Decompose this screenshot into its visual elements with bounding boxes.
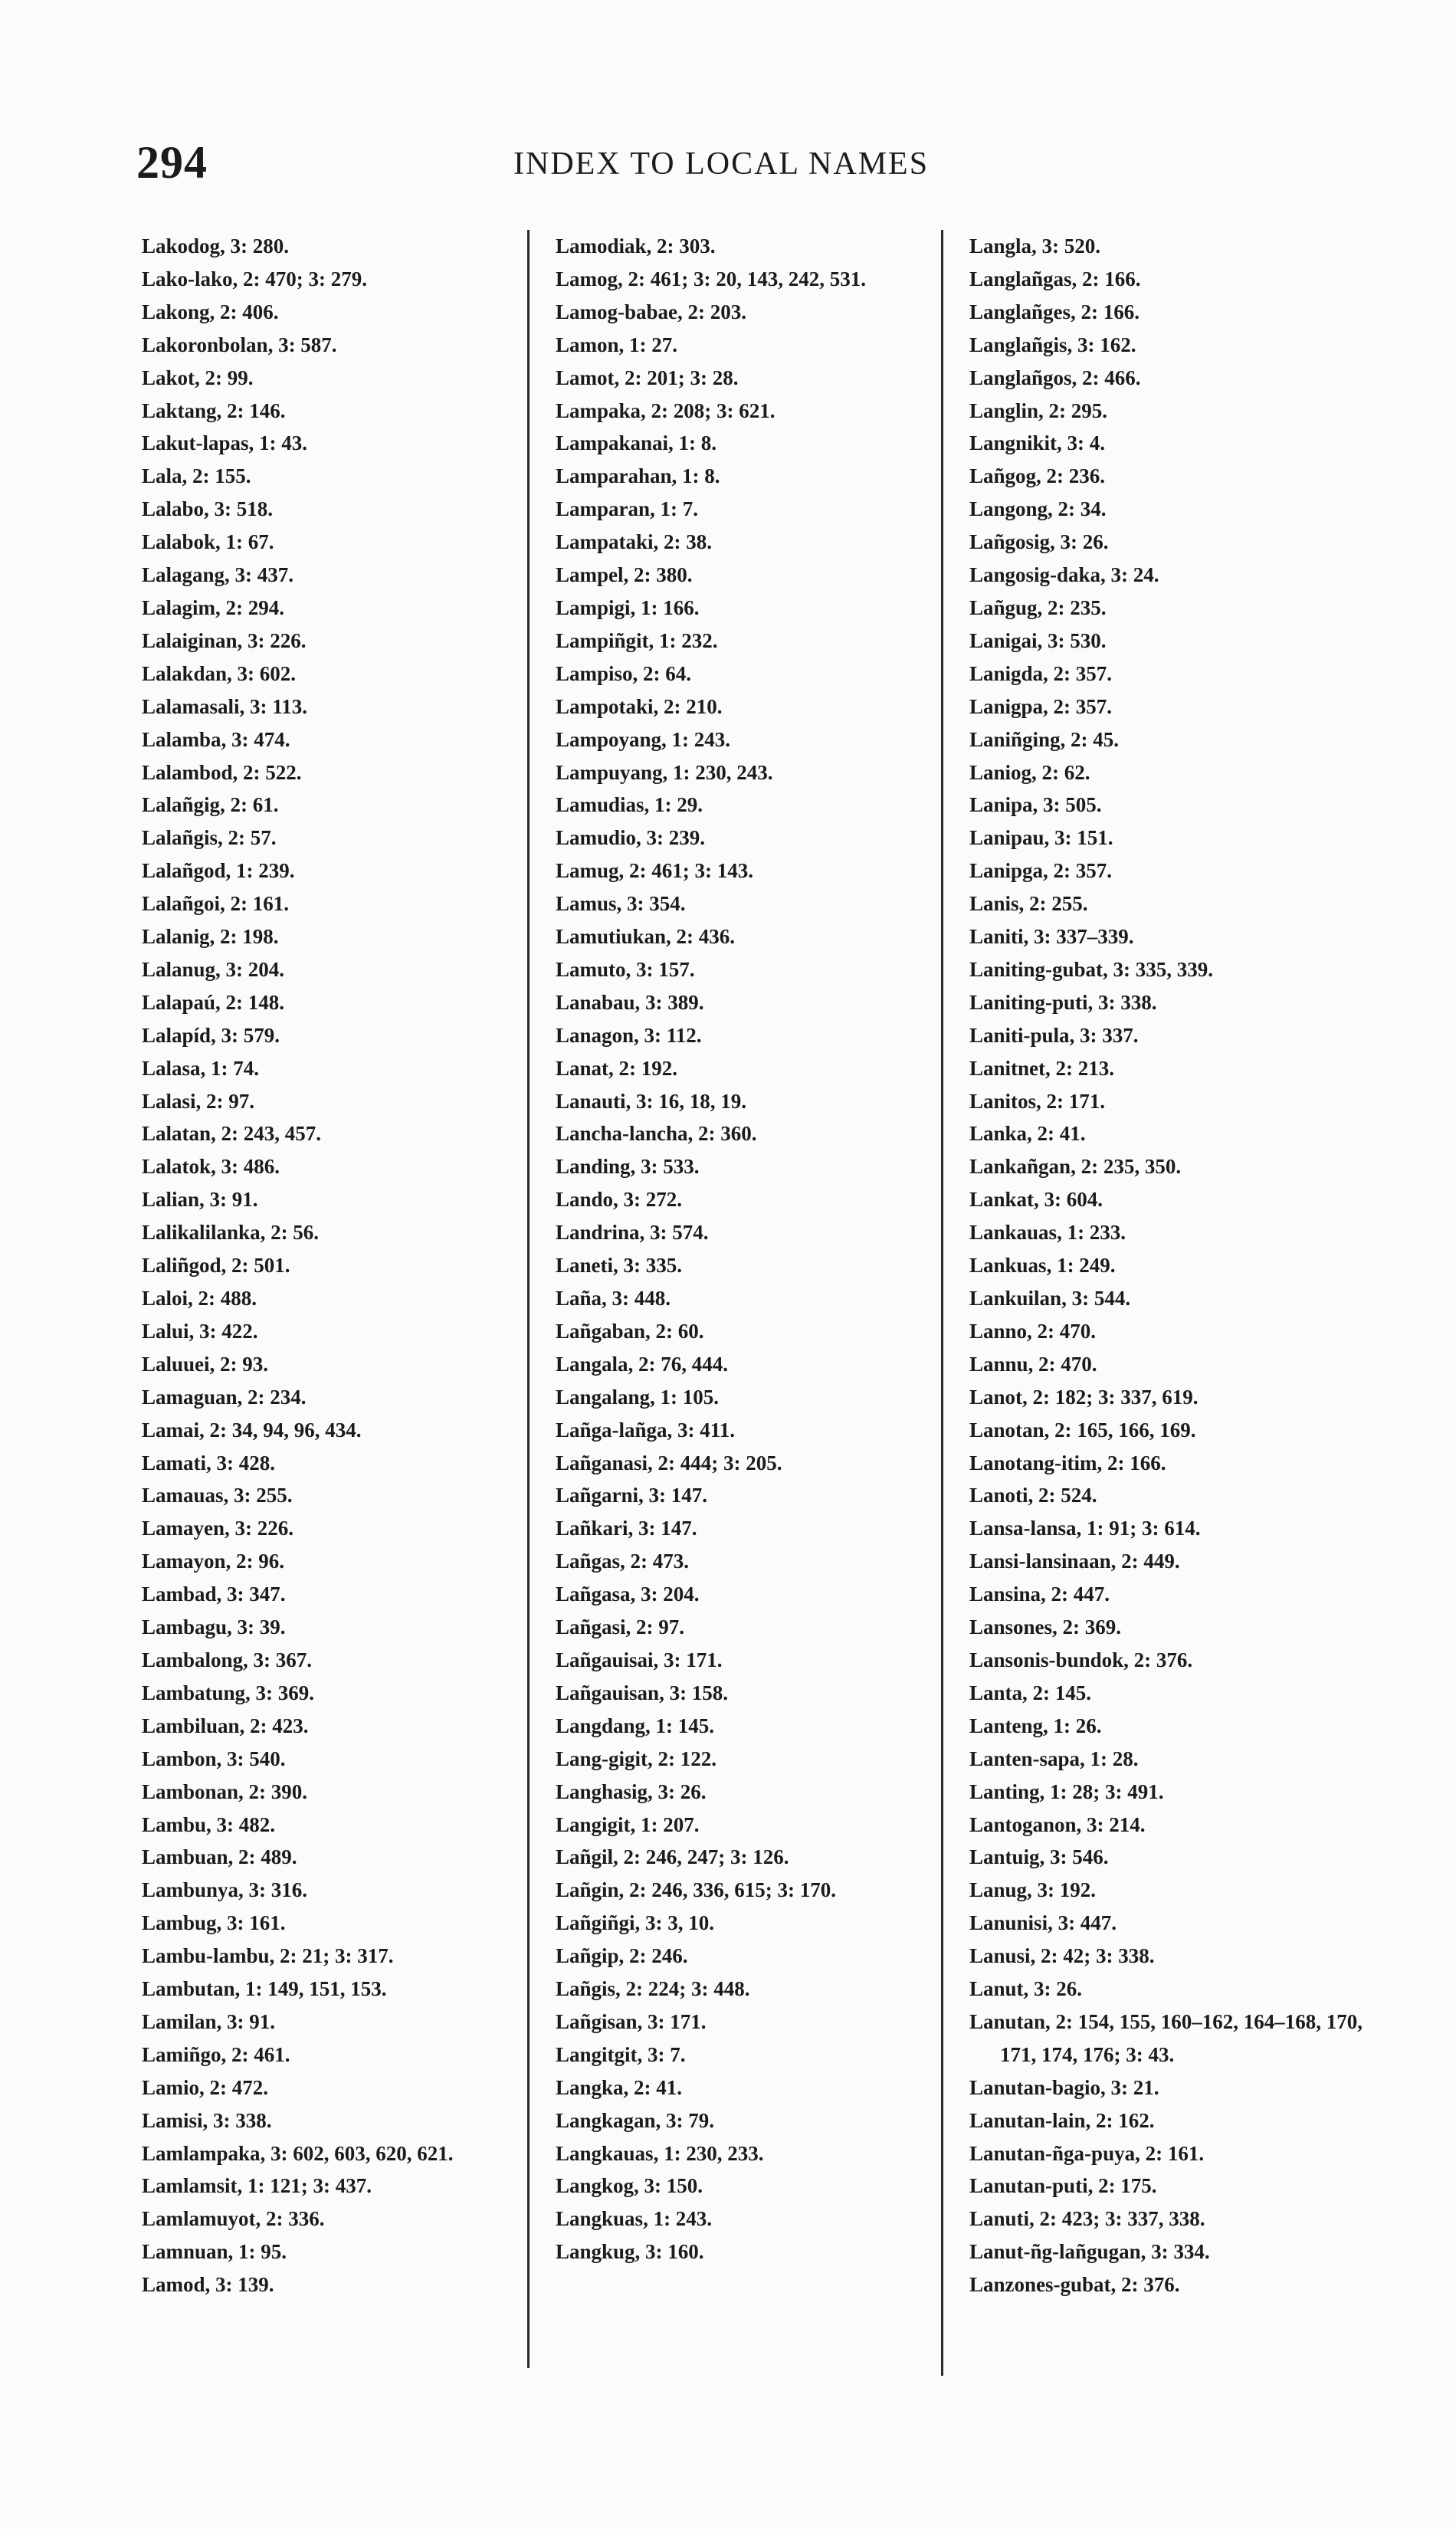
index-entry: Lanut-ñg-lañgugan, 3: 334. bbox=[969, 2240, 1210, 2264]
index-entry: Lalañgis, 2: 57. bbox=[142, 826, 277, 850]
index-entry: Langkuas, 1: 243. bbox=[556, 2207, 713, 2231]
index-entry: Langdang, 1: 145. bbox=[556, 1714, 715, 1737]
index-entry: Laña, 3: 448. bbox=[556, 1287, 671, 1310]
index-entry: Lanutan, 2: 154, 155, 160–162, 164–168, 170, 171, 174, 176; 3: 43. bbox=[969, 2009, 1363, 2066]
index-entry: Lambad, 3: 347. bbox=[142, 1583, 286, 1606]
index-entry: Langala, 2: 76, 444. bbox=[556, 1352, 729, 1376]
index-column-1 bbox=[142, 230, 517, 2376]
index-entry: Langlañgos, 2: 466. bbox=[969, 366, 1141, 389]
index-entry: Lanagon, 3: 112. bbox=[556, 1023, 702, 1047]
index-entry: Lampuyang, 1: 230, 243. bbox=[556, 760, 773, 784]
index-entry: Lamug, 2: 461; 3: 143. bbox=[556, 859, 753, 883]
index-entry: Lambon, 3: 540. bbox=[142, 1747, 286, 1770]
page-header bbox=[0, 136, 1456, 190]
index-entry: Lankuas, 1: 249. bbox=[969, 1254, 1116, 1278]
index-entry: Lanitnet, 2: 213. bbox=[969, 1056, 1114, 1080]
index-entry: Lamai, 2: 34, 94, 96, 434. bbox=[142, 1418, 362, 1442]
index-entry: Lalamba, 3: 474. bbox=[142, 727, 290, 751]
index-entry: Lamauas, 3: 255. bbox=[142, 1484, 293, 1507]
index-entry: Lamisi, 3: 338. bbox=[142, 2108, 272, 2132]
index-entry: Langkagan, 3: 79. bbox=[556, 2108, 715, 2132]
index-entry: Lañga-lañga, 3: 411. bbox=[556, 1418, 736, 1442]
index-entry: Lamilan, 3: 91. bbox=[142, 2009, 276, 2033]
index-entry: Lalabo, 3: 518. bbox=[142, 497, 274, 521]
index-entry: Langitgit, 3: 7. bbox=[556, 2042, 686, 2066]
index-entry: Lakot, 2: 99. bbox=[142, 366, 254, 389]
index-entry: Lannu, 2: 470. bbox=[969, 1352, 1097, 1376]
index-entry: Lancha-lancha, 2: 360. bbox=[556, 1122, 757, 1146]
index-entry: Lamon, 1: 27. bbox=[556, 333, 678, 356]
index-entry: Lakut-lapas, 1: 43. bbox=[142, 431, 308, 455]
index-entry: Lankañgan, 2: 235, 350. bbox=[969, 1155, 1182, 1179]
index-entry: Lanzones-gubat, 2: 376. bbox=[969, 2273, 1180, 2297]
index-entry: Lambunya, 3: 316. bbox=[142, 1878, 308, 1902]
index-entry: Lanigpa, 2: 357. bbox=[969, 694, 1113, 718]
index-entry: Lampigi, 1: 166. bbox=[556, 595, 700, 619]
index-entry: Lanotan, 2: 165, 166, 169. bbox=[969, 1418, 1196, 1442]
index-entry: Lampakanai, 1: 8. bbox=[556, 431, 717, 455]
index-entry: Lanauti, 3: 16, 18, 19. bbox=[556, 1089, 747, 1113]
index-entry: Lanutan-lain, 2: 162. bbox=[969, 2108, 1155, 2132]
index-entry: Lañgil, 2: 246, 247; 3: 126. bbox=[556, 1845, 789, 1869]
index-entry: Lantoganon, 3: 214. bbox=[969, 1812, 1146, 1836]
index-entry: Lambug, 3: 161. bbox=[142, 1911, 286, 1935]
index-entry: Lalanug, 3: 204. bbox=[142, 957, 285, 981]
column-divider bbox=[527, 230, 530, 2368]
index-entry: Lampotaki, 2: 210. bbox=[556, 694, 723, 718]
index-entry: Lalui, 3: 422. bbox=[142, 1319, 258, 1343]
index-entry: Lanot, 2: 182; 3: 337, 619. bbox=[969, 1385, 1199, 1409]
index-entry: Lala, 2: 155. bbox=[142, 464, 251, 488]
index-entry: Lañgasi, 2: 97. bbox=[556, 1615, 685, 1639]
running-title: INDEX TO LOCAL NAMES bbox=[513, 146, 930, 182]
page-number: 294 bbox=[136, 137, 208, 188]
index-entry: Lamparan, 1: 7. bbox=[556, 497, 699, 521]
index-entry: Landrina, 3: 574. bbox=[556, 1221, 709, 1245]
index-entry: Lansonis-bundok, 2: 376. bbox=[969, 1648, 1193, 1671]
index-entry: Langigit, 1: 207. bbox=[556, 1812, 700, 1836]
index-entry: Laniting-gubat, 3: 335, 339. bbox=[969, 957, 1214, 981]
index-entry: Lanutan-puti, 2: 175. bbox=[969, 2174, 1157, 2198]
index-entry: Lako-lako, 2: 470; 3: 279. bbox=[142, 267, 368, 290]
index-entry: Laloi, 2: 488. bbox=[142, 1287, 257, 1310]
index-entry: Lalabok, 1: 67. bbox=[142, 530, 274, 554]
index-entry: Lalian, 3: 91. bbox=[142, 1188, 258, 1212]
index-entry: Lañgis, 2: 224; 3: 448. bbox=[556, 1977, 750, 2001]
index-entry: Lamog-babae, 2: 203. bbox=[556, 300, 746, 323]
index-entry: Lamio, 2: 472. bbox=[142, 2075, 268, 2099]
index-entry: Lamod, 3: 139. bbox=[142, 2273, 274, 2297]
index-entry: Laliñgod, 2: 501. bbox=[142, 1254, 290, 1278]
index-entry: Lalanig, 2: 198. bbox=[142, 925, 279, 949]
index-entry: Langlañgas, 2: 166. bbox=[969, 267, 1141, 290]
index-column-2 bbox=[556, 230, 954, 2376]
index-entry: Laniti, 3: 337–339. bbox=[969, 925, 1134, 949]
index-entry: Lamayon, 2: 96. bbox=[142, 1550, 285, 1573]
index-entry: Lalamasali, 3: 113. bbox=[142, 694, 308, 718]
index-entry: Lamot, 2: 201; 3: 28. bbox=[556, 366, 739, 389]
index-entry: Lanotang-itim, 2: 166. bbox=[969, 1451, 1166, 1474]
index-entry: Lampiñgit, 1: 232. bbox=[556, 628, 718, 652]
index-entry: Lampaka, 2: 208; 3: 621. bbox=[556, 399, 776, 422]
index-entry: Langka, 2: 41. bbox=[556, 2075, 683, 2099]
index-entry: Lantuig, 3: 546. bbox=[969, 1845, 1109, 1869]
index-entry: Lansones, 2: 369. bbox=[969, 1615, 1122, 1639]
index-entry: Lañkari, 3: 147. bbox=[556, 1517, 697, 1540]
index-entry: Lamutiukan, 2: 436. bbox=[556, 925, 736, 949]
index-entry: Lambu, 3: 482. bbox=[142, 1812, 276, 1836]
index-entry: Lankuilan, 3: 544. bbox=[969, 1287, 1131, 1310]
index-entry: Lambuan, 2: 489. bbox=[142, 1845, 297, 1869]
index-entry: Lampoyang, 1: 243. bbox=[556, 727, 731, 751]
index-entry: Langkog, 3: 150. bbox=[556, 2174, 703, 2198]
index-entry: Lamlampaka, 3: 602, 603, 620, 621. bbox=[142, 2141, 454, 2165]
column-divider bbox=[941, 230, 943, 2376]
index-entry: Lambatung, 3: 369. bbox=[142, 1681, 315, 1704]
index-entry: Lalatok, 3: 486. bbox=[142, 1155, 280, 1179]
index-entry: Langong, 2: 34. bbox=[969, 497, 1107, 521]
index-entry: Lañgarni, 3: 147. bbox=[556, 1484, 708, 1507]
index-entry: Lamiñgo, 2: 461. bbox=[142, 2042, 290, 2066]
index-entry: Lamayen, 3: 226. bbox=[142, 1517, 293, 1540]
index-entry: Lalañgod, 1: 239. bbox=[142, 859, 295, 883]
index-entry: Lanug, 3: 192. bbox=[969, 1878, 1097, 1902]
index-entry: Lambu-lambu, 2: 21; 3: 317. bbox=[142, 1944, 394, 1968]
index-entry: Lanipau, 3: 151. bbox=[969, 826, 1113, 850]
index-entry: Lanka, 2: 41. bbox=[969, 1122, 1086, 1146]
index-entry: Lalasa, 1: 74. bbox=[142, 1056, 260, 1080]
index-entry: Lamog, 2: 461; 3: 20, 143, 242, 531. bbox=[556, 267, 866, 290]
index-entry: Lañgiñgi, 3: 3, 10. bbox=[556, 1911, 715, 1935]
index-entry: Laniog, 2: 62. bbox=[969, 760, 1090, 784]
index-entry: Lakong, 2: 406. bbox=[142, 300, 279, 323]
index-entry: Lañgog, 2: 236. bbox=[969, 464, 1106, 488]
index-entry: Lambonan, 2: 390. bbox=[142, 1779, 308, 1803]
index-entry: Lampel, 2: 380. bbox=[556, 563, 693, 587]
index-entry: Lanipga, 2: 357. bbox=[969, 859, 1113, 883]
index-entry: Langlañges, 2: 166. bbox=[969, 300, 1140, 323]
index-entry: Langhasig, 3: 26. bbox=[556, 1779, 707, 1803]
index-entry: Lang-gigit, 2: 122. bbox=[556, 1747, 717, 1770]
index-entry: Langosig-daka, 3: 24. bbox=[969, 563, 1159, 587]
index-entry: Lambiluan, 2: 423. bbox=[142, 1714, 309, 1737]
index-entry: Lamaguan, 2: 234. bbox=[142, 1385, 307, 1409]
index-entry: Laniting-puti, 3: 338. bbox=[969, 990, 1157, 1014]
index-entry: Lanusi, 2: 42; 3: 338. bbox=[969, 1944, 1155, 1968]
index-entry: Lañgauisan, 3: 158. bbox=[556, 1681, 729, 1704]
index-column-3 bbox=[969, 230, 1368, 2376]
index-entry: Lamudio, 3: 239. bbox=[556, 826, 706, 850]
index-entry: Lanipa, 3: 505. bbox=[969, 793, 1102, 817]
index-entry: Lañgip, 2: 246. bbox=[556, 1944, 688, 1968]
index-entry: Laneti, 3: 335. bbox=[556, 1254, 682, 1278]
index-entry: Lansi-lansinaan, 2: 449. bbox=[969, 1550, 1180, 1573]
index-entry: Lalambod, 2: 522. bbox=[142, 760, 302, 784]
index-entry: Lalañgig, 2: 61. bbox=[142, 793, 279, 817]
index-entry: Lankauas, 1: 233. bbox=[969, 1221, 1126, 1245]
index-entry: Lañgug, 2: 235. bbox=[969, 595, 1107, 619]
index-entry: Lañganasi, 2: 444; 3: 205. bbox=[556, 1451, 782, 1474]
index-entry: Lamudias, 1: 29. bbox=[556, 793, 703, 817]
index-entry: Lanoti, 2: 524. bbox=[969, 1484, 1097, 1507]
index-entry: Lalikalilanka, 2: 56. bbox=[142, 1221, 320, 1245]
index-entry: Lalasi, 2: 97. bbox=[142, 1089, 255, 1113]
index-entry: Langlin, 2: 295. bbox=[969, 399, 1108, 422]
index-entry: Lankat, 3: 604. bbox=[969, 1188, 1103, 1212]
index-entry: Lañgisan, 3: 171. bbox=[556, 2009, 707, 2033]
index-entry: Lamus, 3: 354. bbox=[556, 892, 686, 916]
index-entry: Lañgasa, 3: 204. bbox=[556, 1583, 700, 1606]
index-entry: Lalapíd, 3: 579. bbox=[142, 1023, 280, 1047]
index-entry: Lansina, 2: 447. bbox=[969, 1583, 1110, 1606]
index-entry: Langlañgis, 3: 162. bbox=[969, 333, 1136, 356]
index-entry: Langnikit, 3: 4. bbox=[969, 431, 1106, 455]
index-entry: Lalapaú, 2: 148. bbox=[142, 990, 285, 1014]
index-entry: Laktang, 2: 146. bbox=[142, 399, 286, 422]
index-entry: Lando, 3: 272. bbox=[556, 1188, 683, 1212]
index-entry: Langalang, 1: 105. bbox=[556, 1385, 720, 1409]
index-entry: Lanutan-bagio, 3: 21. bbox=[969, 2075, 1159, 2099]
index-entry: Lañgin, 2: 246, 336, 615; 3: 170. bbox=[556, 1878, 837, 1902]
index-entry: Lanigai, 3: 530. bbox=[969, 628, 1107, 652]
index-entry: Lanutan-ñga-puya, 2: 161. bbox=[969, 2141, 1205, 2165]
index-entry: Lañgaban, 2: 60. bbox=[556, 1319, 704, 1343]
index-entry: Lanta, 2: 145. bbox=[969, 1681, 1092, 1704]
index-entry: Landing, 3: 533. bbox=[556, 1155, 700, 1179]
index-entry: Lañgauisai, 3: 171. bbox=[556, 1648, 723, 1671]
index-entry: Lansa-lansa, 1: 91; 3: 614. bbox=[969, 1517, 1201, 1540]
index-entry: Lalaiginan, 3: 226. bbox=[142, 628, 307, 652]
index-entry: Lanunisi, 3: 447. bbox=[969, 1911, 1117, 1935]
index-entry: Lamuto, 3: 157. bbox=[556, 957, 695, 981]
index-entry: Lalagang, 3: 437. bbox=[142, 563, 294, 587]
index-entry: Lampataki, 2: 38. bbox=[556, 530, 713, 554]
index-entry: Lamlamsit, 1: 121; 3: 437. bbox=[142, 2174, 372, 2198]
index-entry: Lanis, 2: 255. bbox=[969, 892, 1088, 916]
index-entry: Lanut, 3: 26. bbox=[969, 1977, 1083, 2001]
index-entry: Lalañgoi, 2: 161. bbox=[142, 892, 290, 916]
index-entry: Lamati, 3: 428. bbox=[142, 1451, 275, 1474]
index-entry: Langla, 3: 520. bbox=[969, 235, 1101, 257]
index-entry: Lanigda, 2: 357. bbox=[969, 661, 1113, 685]
index-entry: Lakoronbolan, 3: 587. bbox=[142, 333, 337, 356]
index-entry: Lalatan, 2: 243, 457. bbox=[142, 1122, 322, 1146]
index-entry: Lakodog, 3: 280. bbox=[142, 235, 290, 257]
index-entry: Lamnuan, 1: 95. bbox=[142, 2240, 287, 2264]
index-entry: Lambutan, 1: 149, 151, 153. bbox=[142, 1977, 387, 2001]
index-entry: Laniti-pula, 3: 337. bbox=[969, 1023, 1139, 1047]
index-entry: Lamparahan, 1: 8. bbox=[556, 464, 720, 488]
index-entry: Lanuti, 2: 423; 3: 337, 338. bbox=[969, 2207, 1205, 2231]
index-entry: Lañgas, 2: 473. bbox=[556, 1550, 690, 1573]
index-entry: Laniñging, 2: 45. bbox=[969, 727, 1120, 751]
index-entry: Lañgosig, 3: 26. bbox=[969, 530, 1109, 554]
index-entry: Laluuei, 2: 93. bbox=[142, 1352, 269, 1376]
index-entry: Lalakdan, 3: 602. bbox=[142, 661, 297, 685]
index-entry: Lanitos, 2: 171. bbox=[969, 1089, 1106, 1113]
index-entry: Lanat, 2: 192. bbox=[556, 1056, 678, 1080]
index-entry: Lambalong, 3: 367. bbox=[142, 1648, 313, 1671]
index-entry: Langkug, 3: 160. bbox=[556, 2240, 704, 2264]
index-entry: Lamlamuyot, 2: 336. bbox=[142, 2207, 325, 2231]
index-entry: Langkauas, 1: 230, 233. bbox=[556, 2141, 764, 2165]
index-entry: Lanten-sapa, 1: 28. bbox=[969, 1747, 1139, 1770]
index-entry: Lanno, 2: 470. bbox=[969, 1319, 1097, 1343]
index-entry: Lambagu, 3: 39. bbox=[142, 1615, 286, 1639]
index-entry: Lampiso, 2: 64. bbox=[556, 661, 692, 685]
index-entry: Lanabau, 3: 389. bbox=[556, 990, 704, 1014]
index-entry: Lalagim, 2: 294. bbox=[142, 595, 284, 619]
index-entry: Lamodiak, 2: 303. bbox=[556, 235, 716, 257]
index-entry: Lanting, 1: 28; 3: 491. bbox=[969, 1779, 1164, 1803]
index-entry: Lanteng, 1: 26. bbox=[969, 1714, 1102, 1737]
